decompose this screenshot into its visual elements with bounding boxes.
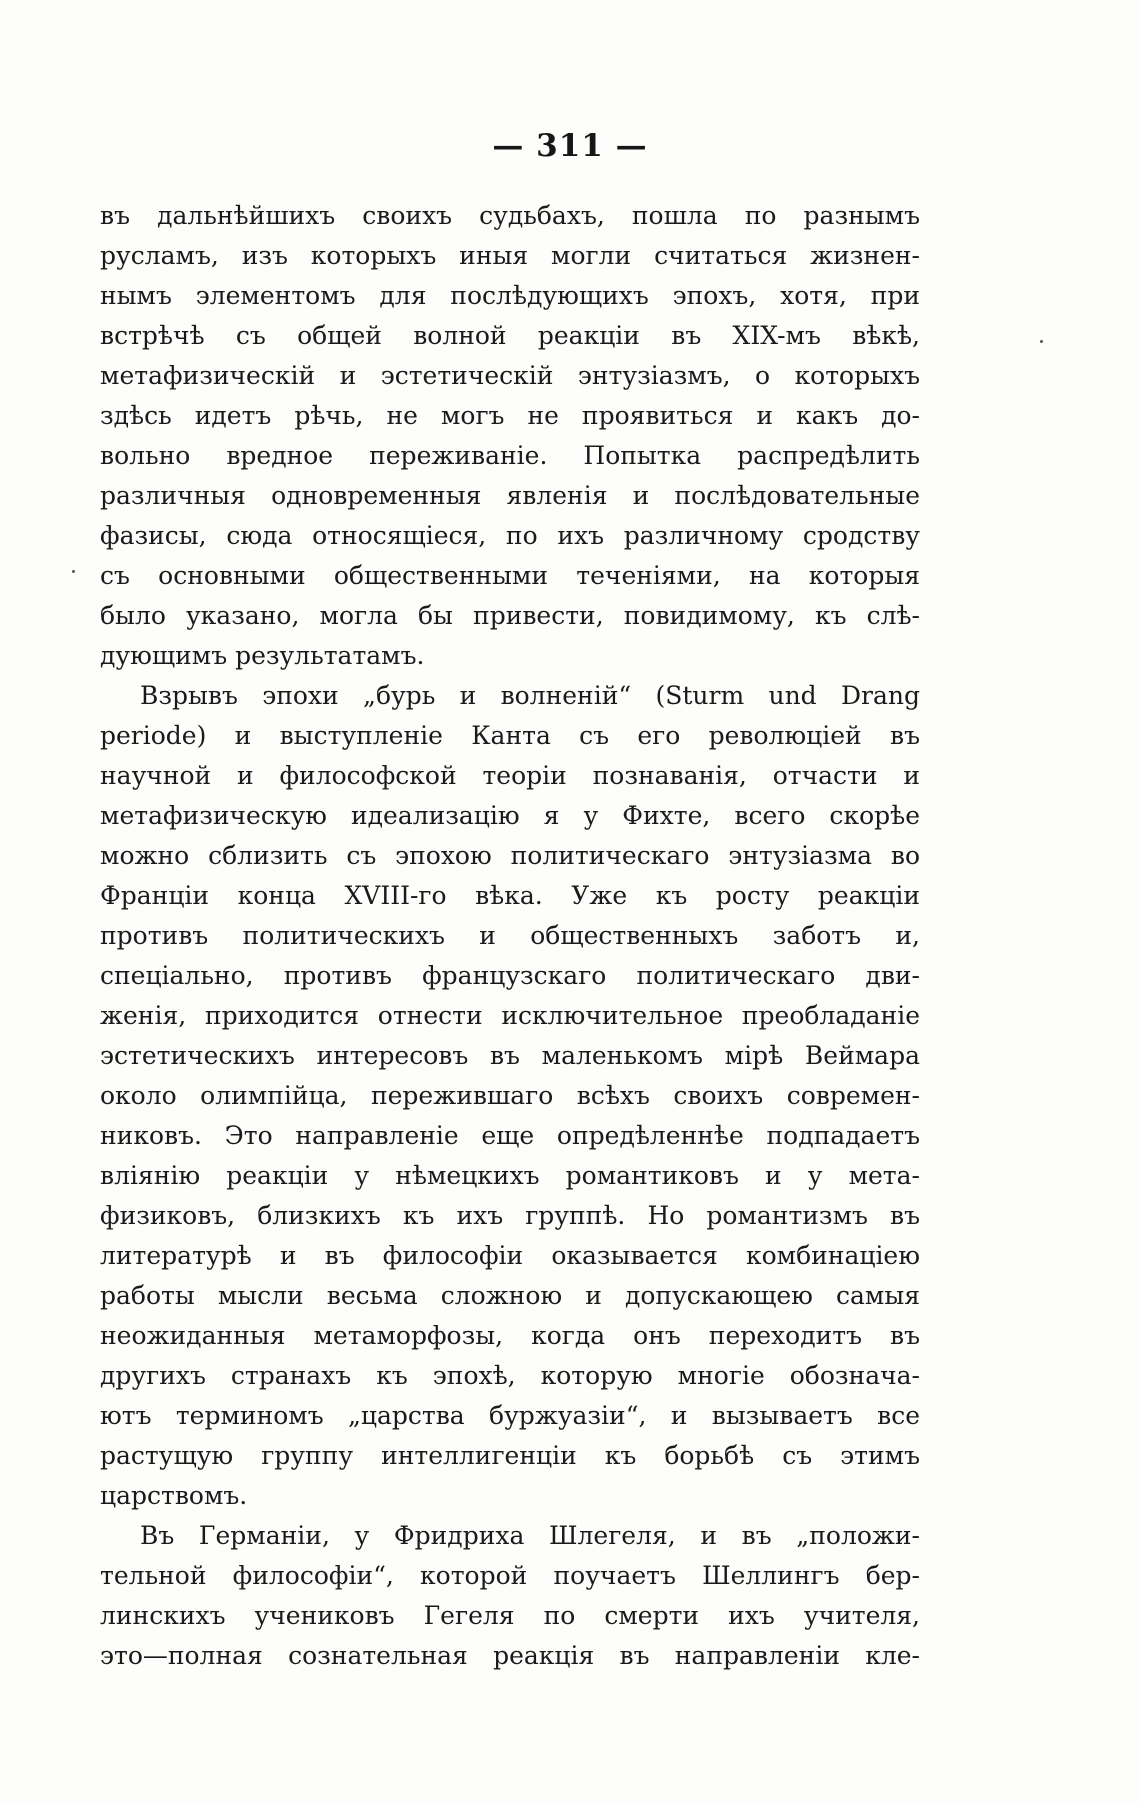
text-line: различныя одновременныя явленія и послѣдовательные [100, 481, 920, 510]
paragraph-3 [100, 1516, 920, 1676]
text-line: царствомъ. [100, 1481, 248, 1510]
paragraph-2 [100, 676, 920, 1516]
text-line: никовъ. Это направленіе еще опредѣленнѣе подпадаетъ [100, 1121, 920, 1150]
text-line: Въ Германіи, у Фридриха Шлегеля, и въ „положи- [140, 1521, 920, 1550]
scan-speck [72, 570, 75, 573]
text-line: тельной философіи“, которой поучаетъ Шеллингъ бер- [100, 1561, 920, 1590]
text-line: эстетическихъ интересовъ въ маленькомъ мірѣ Веймара [100, 1041, 920, 1070]
text-line: въ дальнѣйшихъ своихъ судьбахъ, пошла по разнымъ [100, 201, 920, 230]
text-line: вольно вредное переживаніе. Попытка распредѣлить [100, 441, 920, 470]
text-line: русламъ, изъ которыхъ иныя могли считаться жизнен- [100, 241, 920, 270]
text-line: нымъ элементомъ для послѣдующихъ эпохъ, хотя, при [100, 281, 920, 310]
text-line: научной и философской теоріи познаванія, отчасти и [100, 761, 920, 790]
text-line: противъ политическихъ и общественныхъ заботъ и, [100, 921, 920, 950]
paragraph-1 [100, 196, 920, 676]
text-line: физиковъ, близкихъ къ ихъ группѣ. Но романтизмъ въ [100, 1201, 920, 1230]
text-line: линскихъ учениковъ Гегеля по смерти ихъ учителя, [100, 1601, 920, 1630]
text-line: вліянію реакціи у нѣмецкихъ романтиковъ и у мета- [100, 1161, 920, 1190]
text-line: около олимпійца, пережившаго всѣхъ своихъ современ- [100, 1081, 920, 1110]
body-text [100, 196, 920, 1676]
text-line: метафизическій и эстетическій энтузіазмъ, о которыхъ [100, 361, 920, 390]
text-line: можно сблизить съ эпохою политическаго энтузіазма во [100, 841, 920, 870]
text-line: дующимъ результатамъ. [100, 641, 425, 670]
text-line: неожиданныя метаморфозы, когда онъ переходитъ въ [100, 1321, 920, 1350]
text-line: литературѣ и въ философіи оказывается комбинаціею [100, 1241, 920, 1270]
text-line: ютъ терминомъ „царства буржуазіи“, и вызываетъ все [100, 1401, 920, 1430]
text-line: Взрывъ эпохи „бурь и волненій“ (Sturm und Drang [140, 681, 920, 710]
text-line: было указано, могла бы привести, повидимому, къ слѣ- [100, 601, 920, 630]
text-line: женія, приходится отнести исключительное преобладаніе [100, 1001, 920, 1030]
text-line: другихъ странахъ къ эпохѣ, которую многіе обознача- [100, 1361, 920, 1390]
text-line: встрѣчѣ съ общей волной реакціи въ XIX-мъ вѣкѣ, [100, 321, 920, 350]
text-line: съ основными общественными теченіями, на которыя [100, 561, 920, 590]
text-line: растущую группу интеллигенціи къ борьбѣ съ этимъ [100, 1441, 920, 1470]
text-line: здѣсь идетъ рѣчь, не могъ не проявиться и какъ до- [100, 401, 920, 430]
text-line: работы мысли весьма сложною и допускающею самыя [100, 1281, 920, 1310]
page-number: — 311 — [492, 128, 648, 164]
text-line: periode) и выступленіе Канта съ его революціей въ [100, 721, 920, 750]
text-line: фазисы, сюда относящіеся, по ихъ различному сродству [100, 521, 920, 550]
text-line: метафизическую идеализацію я у Фихте, всего скорѣе [100, 801, 920, 830]
text-line: Франціи конца XVIII-го вѣка. Уже къ росту реакціи [100, 881, 920, 910]
text-line: это—полная сознательная реакція въ направленіи кле- [100, 1641, 920, 1670]
scan-speck [1040, 340, 1043, 343]
text-line: спеціально, противъ французскаго политическаго дви- [100, 961, 920, 990]
